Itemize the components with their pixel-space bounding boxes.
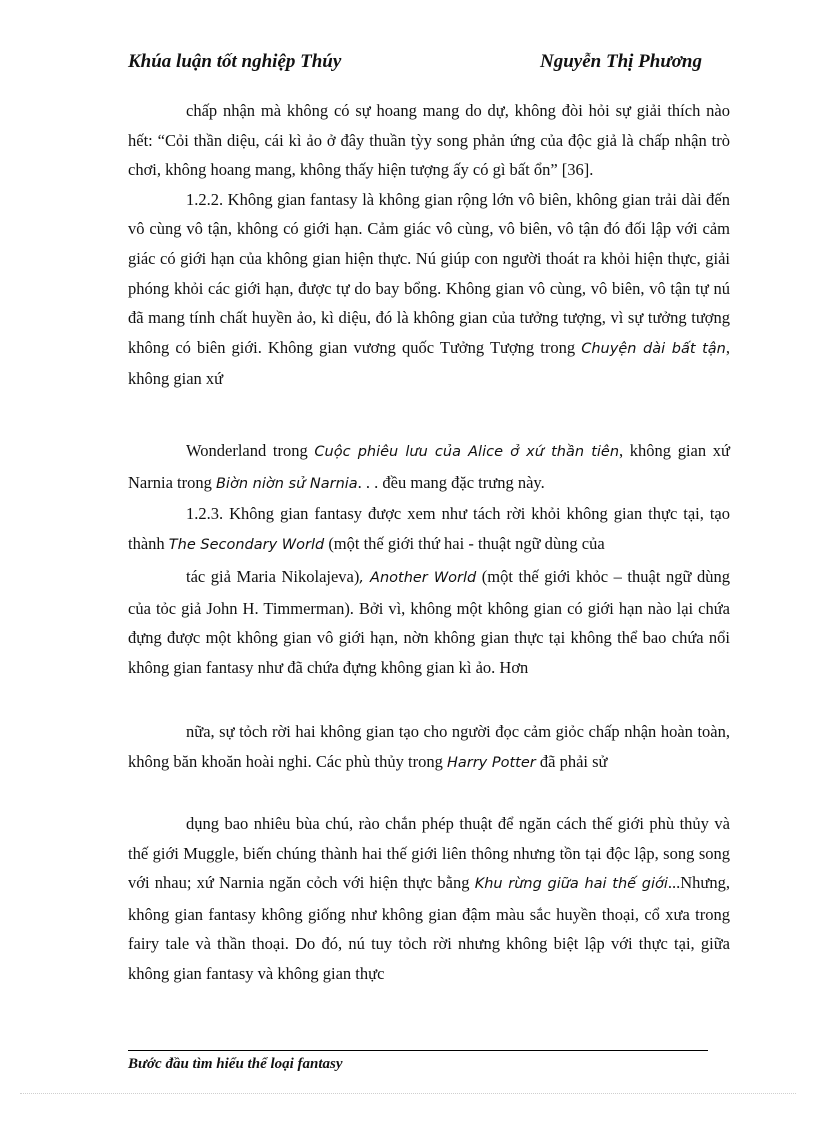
paragraph-2: 1.2.2. Không gian fantasy là không gian rộng lớn vô biên, không gian trải dài đến vô cùng vô tận, không có giới hạn. Cảm giác vô cùng, vô biên, vô tận đó đối lập với cảm giác có giới hạn của không gian hiện thực. Nú giúp con người thoát ra khỏi hiện thực, giải phóng khỏi các giới hạn, được tự do bay bổng. Không gian vô cùng, vô biên, vô tận tự nú đã mang tính chất huyền ảo, kì diệu, đó là không gian của tưởng tượng, vì sự tưởng tượng không có biên giới. Không gian vương quốc Tưởng Tượng trong Chuyện dài bất tận, không gian xứ bbox=[128, 189, 730, 389]
paragraph-6: nữa, sự tỏch rời hai không gian tạo cho người đọc cảm giỏc chấp nhận hoàn toàn, không băn khoăn hoài nghi. Các phù thủy trong Harry Potter đã phải sử bbox=[128, 722, 730, 771]
paragraph-4: 1.2.3. Không gian fantasy được xem như tách rời khỏi không gian thực tại, tạo thành The Secondary World (một thế giới thứ hai - thuật ngữ dùng của bbox=[128, 504, 730, 553]
paragraph-block-4 bbox=[128, 717, 730, 778]
paragraph-1: chấp nhận mà không có sự hoang mang do dự, không đòi hỏi sự giải thích nào hết: “Cỏi thần diệu, cái kì ảo ở đây thuần tỳy song phản ứng của độc giả là chấp nhận trò chơi, không hoang mang, không thấy hiện tượng ấy có gì bất ổn” [36]. bbox=[128, 101, 730, 180]
term-title: The Secondary World bbox=[168, 536, 325, 553]
book-title: Harry Potter bbox=[446, 754, 536, 771]
paragraph-3: Wonderland trong Cuộc phiêu lưu của Alice ở xứ thần tiên, không gian xứ Narnia trong Biờn niờn sử Narnia. . . đều mang đặc trưng này. bbox=[128, 441, 730, 492]
footer-rule bbox=[128, 1050, 708, 1051]
term-title: , Another World bbox=[359, 570, 477, 586]
page-bottom-divider bbox=[20, 1093, 796, 1094]
paragraph-7: dụng bao nhiêu bùa chú, rào chắn phép thuật để ngăn cách thế giới phù thủy và thế giới Muggle, biến chúng thành hai thế giới liên thông nhưng tồn tại độc lập, song song với nhau; xứ Narnia ngăn cỏch với hiện thực bằng Khu rừng giữa hai thế giới...Nhưng, không gian fantasy không giống như không gian đậm màu sắc huyền thoại, cổ xưa trong fairy tale và thần thoại. Do đó, nú tuy tỏch rời nhưng không biệt lập với thực tại, giữa không gian fantasy và không gian thực bbox=[128, 814, 730, 983]
header-left-title: Khúa luận tốt nghiệp Thúy bbox=[128, 51, 342, 72]
book-title: Biờn niờn sử Narnia bbox=[215, 475, 358, 492]
paragraph-block-3 bbox=[128, 562, 730, 682]
book-title: Cuộc phiêu lưu của Alice ở xứ thần tiên bbox=[314, 444, 620, 460]
book-title: Chuyện dài bất tận bbox=[581, 340, 726, 357]
paragraph-block-2 bbox=[128, 436, 730, 560]
paragraph-block-5 bbox=[128, 809, 730, 989]
footer-title: Bước đầu tìm hiểu thể loại fantasy bbox=[128, 1056, 343, 1072]
paragraph-5: tác giả Maria Nikolajeva), Another World (một thế giới khỏc – thuật ngữ dùng của tỏc giả John H. Timmerman). Bởi vì, không một không gian có giới hạn nào lại chứa đựng được một không gian vô giới hạn, nờn không gian thực tại không thể bao chứa nổi không gian fantasy như đã chứa đựng không gian kì ảo. Hơn bbox=[128, 567, 730, 677]
paragraph-block-1 bbox=[128, 96, 730, 394]
book-title: Khu rừng giữa hai thế giới bbox=[474, 876, 668, 893]
header-right-author: Nguyễn Thị Phương bbox=[540, 51, 702, 72]
